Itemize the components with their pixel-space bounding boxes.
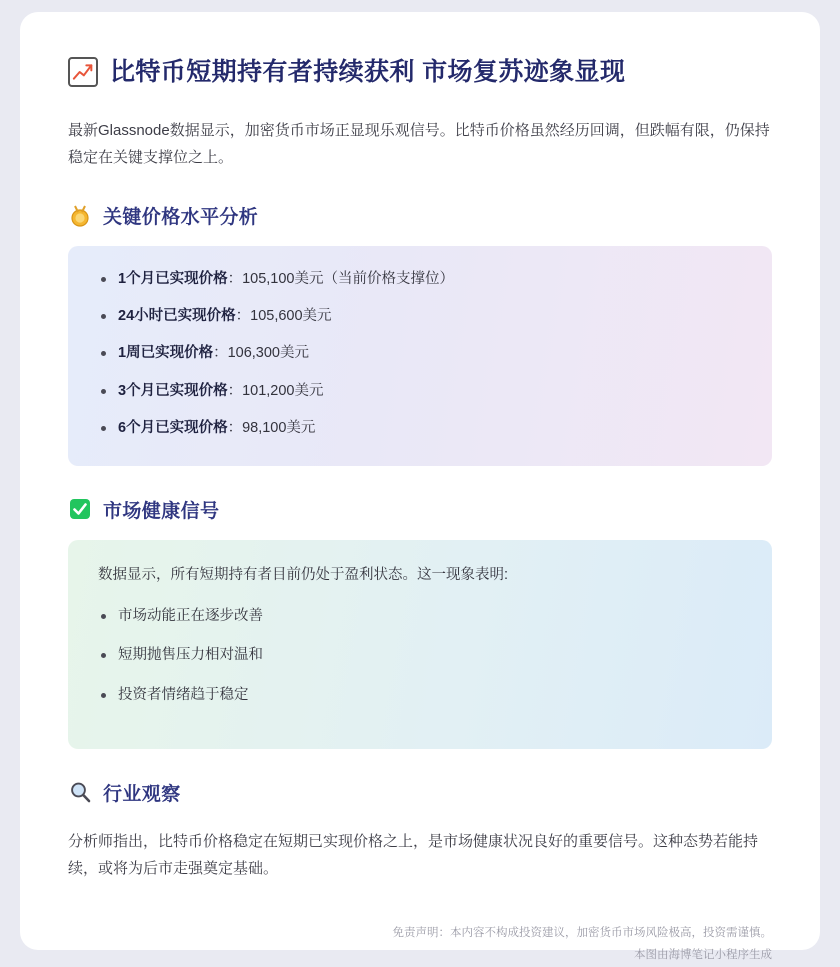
price-card — [68, 246, 772, 466]
price-label: 1周已实现价格 — [118, 345, 214, 362]
footer-disclaimer: 免责声明：本内容不构成投资建议，加密货币市场风险极高，投资需谨慎。 — [392, 927, 772, 940]
price-value: 105,100美元（当前价格支撑位） — [242, 271, 454, 287]
check-mark-button-icon — [68, 497, 92, 521]
list-item — [98, 417, 742, 440]
price-value: 105,600美元 — [250, 308, 332, 325]
footer-source: 本图由海博笔记小程序生成 — [634, 949, 772, 962]
price-separator: ： — [227, 419, 243, 436]
price-label: 24小时已实现价格 — [118, 308, 236, 325]
list-item: 短期抛售压力相对温和 — [98, 644, 742, 667]
health-section-header — [68, 496, 790, 523]
price-value: 101,200美元 — [242, 382, 324, 399]
price-separator: ： — [235, 308, 251, 325]
intro-paragraph: 最新Glassnode数据显示，加密货币市场正显现乐观信号。比特币价格虽然经历回调，但跌幅有限，仍保持稳定在关键支撑位之上。 — [68, 121, 770, 167]
title-row — [68, 56, 790, 89]
health-section-heading: 市场健康信号 — [103, 500, 220, 522]
list-item — [98, 268, 742, 291]
footer — [68, 923, 772, 967]
price-label: 3个月已实现价格 — [118, 382, 228, 399]
page-title: 比特币短期持有者持续获利 市场复苏迹象显现 — [110, 58, 626, 86]
price-label: 6个月已实现价格 — [118, 419, 228, 436]
list-item — [98, 305, 742, 328]
price-section-heading: 关键价格水平分析 — [103, 207, 259, 228]
price-value: 98,100美元 — [242, 419, 316, 436]
price-separator: ： — [227, 271, 243, 287]
price-separator: ： — [213, 345, 228, 362]
chart-increasing-glyph — [73, 62, 93, 82]
price-section-header — [68, 202, 790, 229]
list-item — [98, 342, 742, 365]
price-separator: ： — [227, 382, 243, 399]
chart-increasing-icon — [68, 57, 98, 87]
medal-icon — [68, 204, 92, 228]
observation-section-heading: 行业观察 — [103, 783, 181, 805]
price-value: 106,300美元 — [227, 345, 309, 362]
price-list — [98, 268, 742, 440]
health-list — [98, 605, 742, 707]
list-item: 市场动能正在逐步改善 — [98, 605, 742, 628]
health-card — [68, 540, 772, 749]
observation-body: 分析师指出，比特币价格稳定在短期已实现价格之上，是市场健康状况良好的重要信号。这种态势若能持续，或将为后市走强奠定基础。 — [68, 832, 759, 878]
observation-section-header — [68, 779, 790, 806]
list-item: 投资者情绪趋于稳定 — [98, 684, 742, 707]
health-intro: 数据显示，所有短期持有者目前仍处于盈利状态。这一现象表明: — [98, 566, 509, 583]
price-label: 1个月已实现价格 — [118, 271, 228, 287]
magnifying-glass-icon — [68, 780, 92, 804]
list-item — [98, 380, 742, 403]
poster-card — [20, 12, 820, 962]
